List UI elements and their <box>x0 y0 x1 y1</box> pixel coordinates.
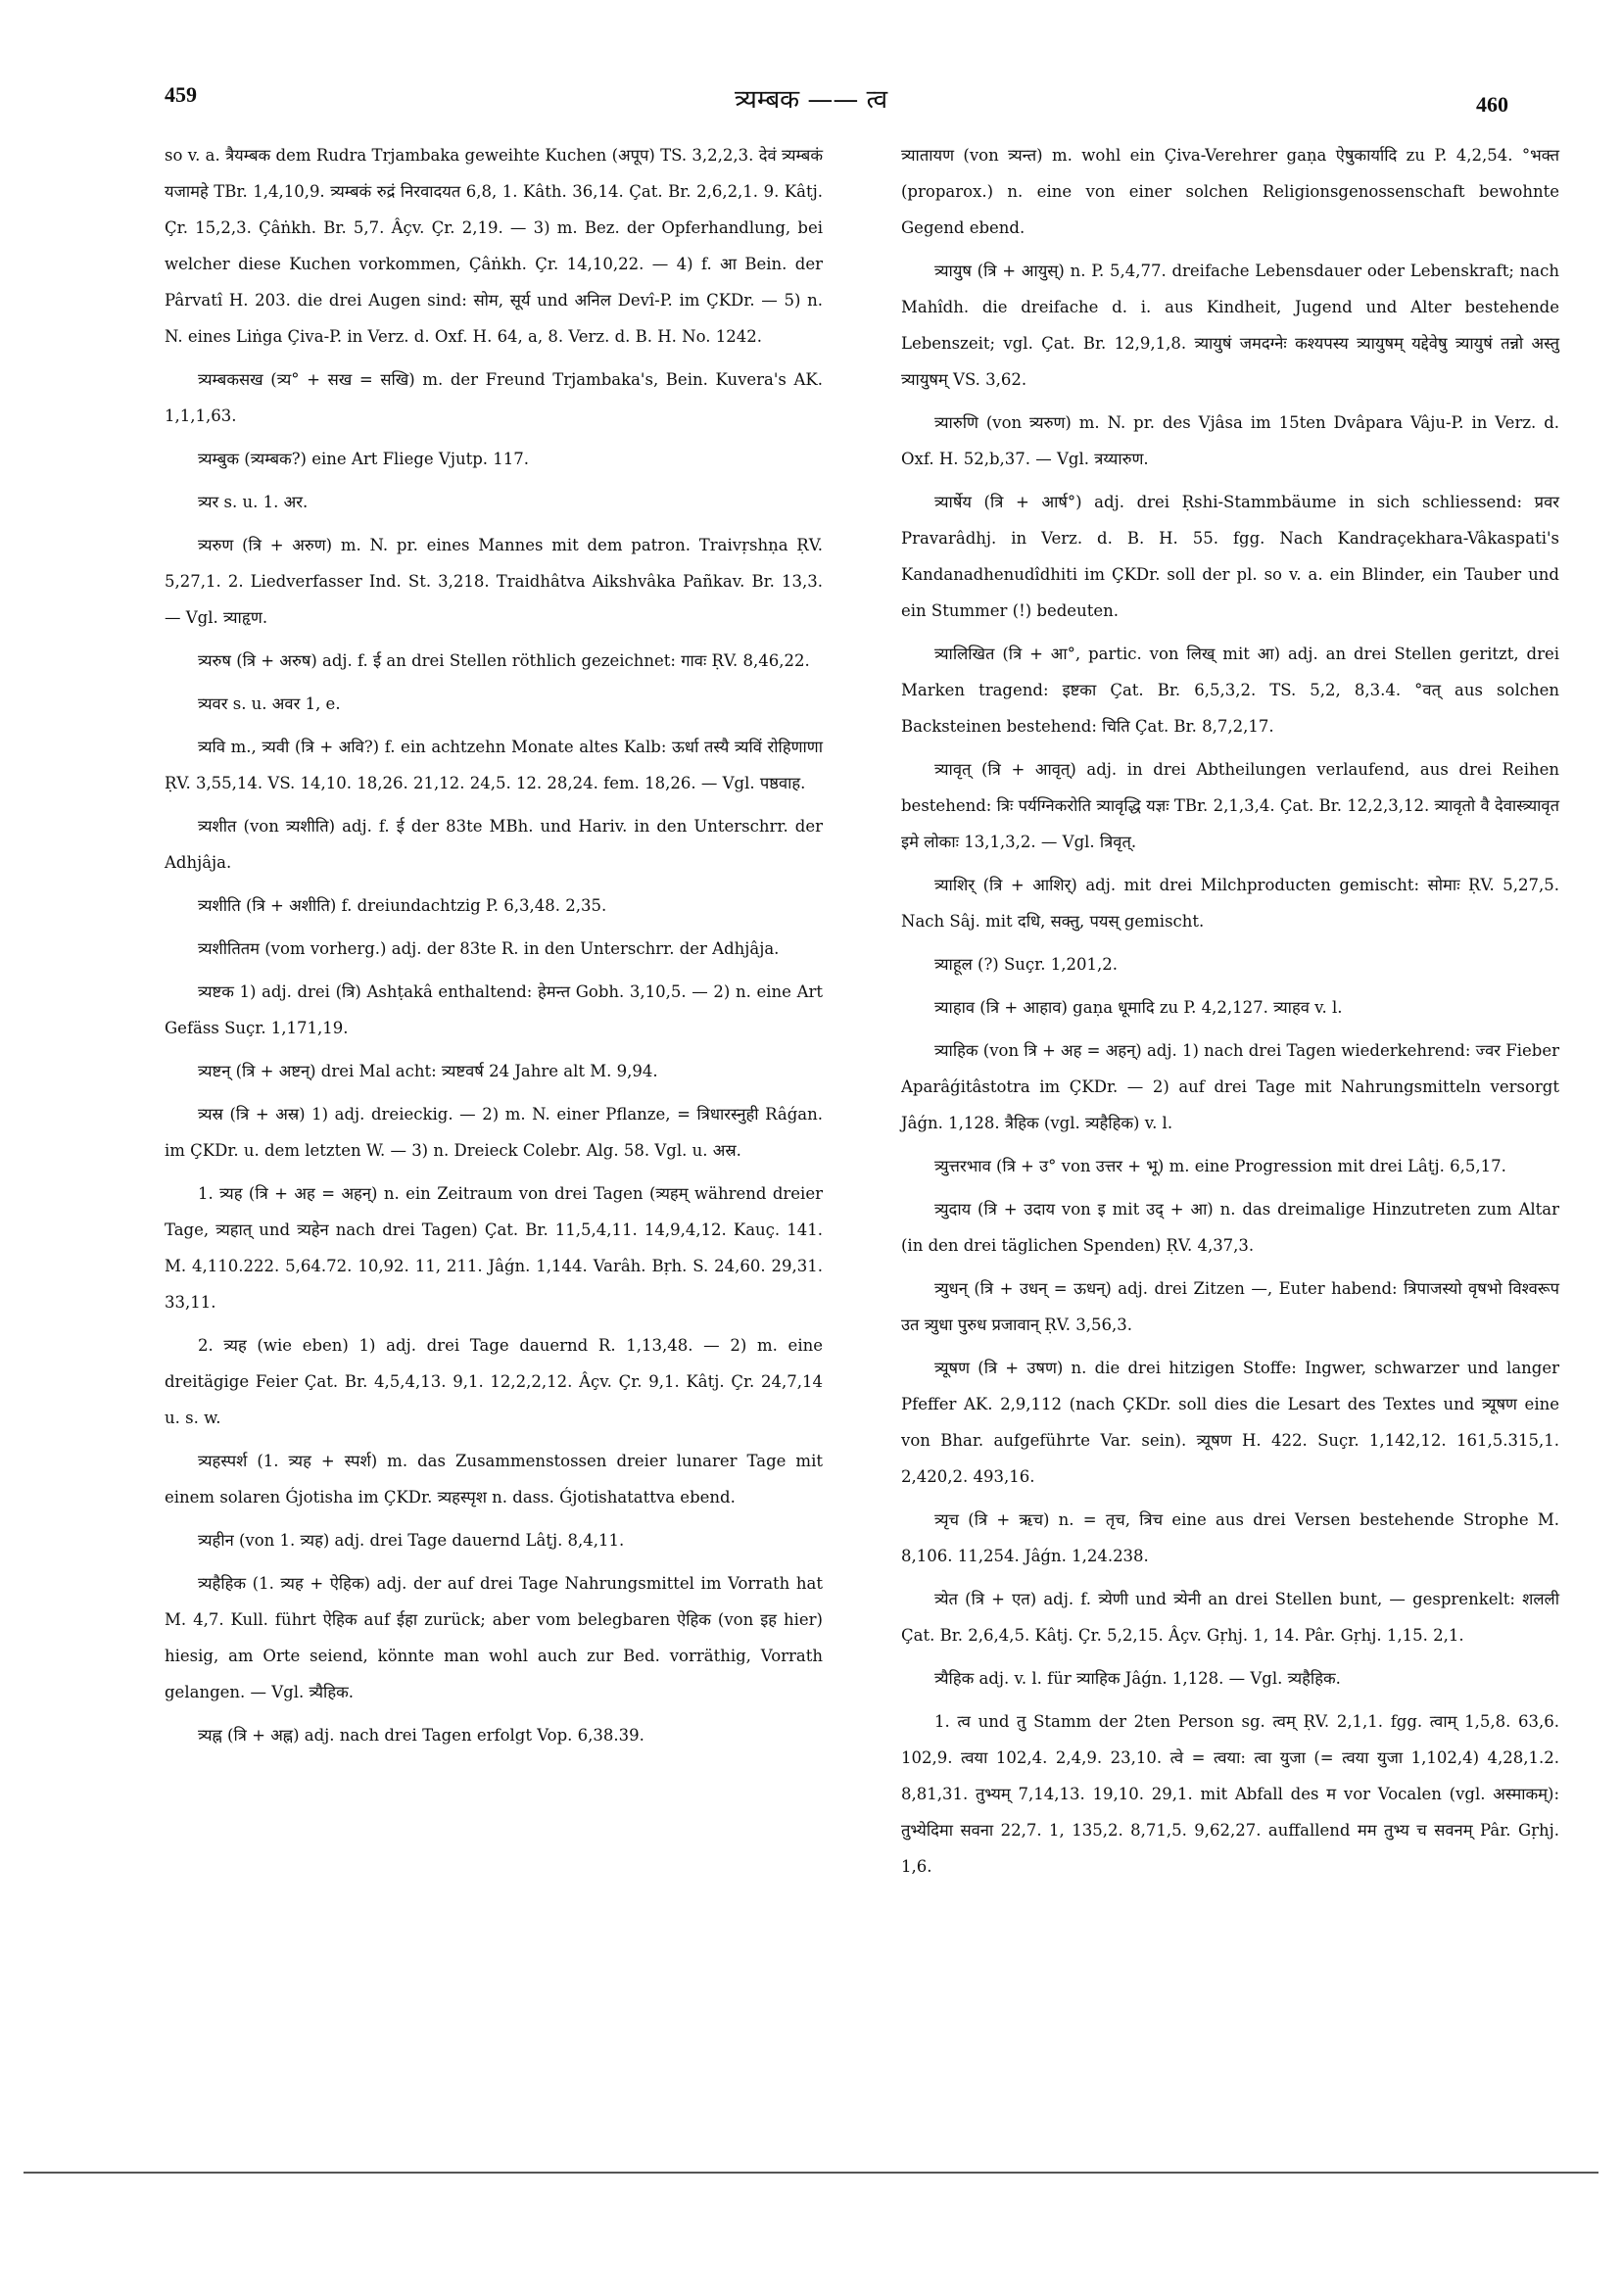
entry-paragraph: 2. त्र्यह (wie eben) 1) adj. drei Tage dauernd R. 1,13,48. — 2) m. eine dreitägige Feier Çat. Br. 4,5,4,13. 9,1. 12,2,2,12. Âçv. Çr. 9,1. Kâtj. Çr. 24,7,14 u. s. w. <box>165 1336 823 1427</box>
entry-paragraph: त्र्यवर s. u. अवर 1, e. <box>198 694 341 713</box>
entry-paragraph: त्र्युदाय (त्रि + उदाय von इ mit उद् + आ) n. das dreimalige Hinzutreten zum Altar (in den drei täglichen Spenden) ṚV. 4,37,3. <box>901 1200 1559 1255</box>
entry-paragraph: त्र्यरुष (त्रि + अरुष) adj. f. ई an drei Stellen röthlich gezeichnet: गावः ṚV. 8,46,22. <box>198 651 810 670</box>
entry-paragraph: त्र्याहूल (?) Suçr. 1,201,2. <box>934 955 1118 974</box>
entry-paragraph: त्र्यशीतितम (vom vorherg.) adj. der 83te R. in den Unterschrr. der Adhjâja. <box>198 939 780 958</box>
entry-paragraph: त्र्यहीन (von 1. त्र्यह) adj. drei Tage dauernd Lâṭj. 8,4,11. <box>198 1531 625 1550</box>
entry-paragraph: त्र्यर s. u. 1. अर. <box>198 493 309 511</box>
entry-paragraph: त्र्यैहिक adj. v. l. für त्र्याहिक Jâǵn. 1,128. — Vgl. त्र्यहैहिक. <box>934 1669 1341 1688</box>
entry-paragraph: त्र्युधन् (त्रि + उधन् = ऊधन्) adj. drei Zitzen —, Euter habend: त्रिपाजस्यो वृषभो विश्वरूप उत त्र्युधा पुरुध प्रजावान् ṚV. 3,56,3. <box>901 1279 1559 1334</box>
entry-paragraph: त्र्याशिर् (त्रि + आशिर्) adj. mit drei Milchproducten gemischt: सोमाः ṚV. 5,27,5. Nach Sâj. mit दधि, सक्तु, पयस् gemischt. <box>901 876 1559 931</box>
entry-paragraph: त्र्युत्तरभाव (त्रि + उ° von उत्तर + भू) m. eine Progression mit drei Lâṭj. 6,5,17. <box>934 1157 1506 1175</box>
entry-paragraph: त्र्यवि m., त्र्यवी (त्रि + अवि?) f. ein achtzehn Monate altes Kalb: ऊर्धा तस्यै त्र्यविं रोहिणाणा ṚV. 3,55,14. VS. 14,10. 18,26. 21,12. 24,5. 12. 28,24. fem. 18,26. — Vgl. पष्ठवाह. <box>165 738 823 792</box>
entry-paragraph: त्र्याहाव (त्रि + आहाव) gaṇa धूमादि zu P. 4,2,127. त्र्याहव v. l. <box>934 998 1343 1017</box>
entry-paragraph: त्र्यम्बकसख (त्र्य° + सख = सखि) m. der Freund Trjambaka's, Bein. Kuvera's AK. 1,1,1,63. <box>165 370 823 425</box>
entry-paragraph: त्र्यावृत् (त्रि + आवृत्) adj. in drei Abtheilungen verlaufend, aus drei Reihen bestehend: त्रिः पर्यग्निकरोति त्र्यावृद्धि यज्ञः TBr. 2,1,3,4. Çat. Br. 12,2,3,12. त्र्यावृतो वै देवास्त्र्यावृत इमे लोकाः 13,1,3,2. — Vgl. त्रिवृत्. <box>901 760 1559 851</box>
entry-paragraph: त्र्यष्टन् (त्रि + अष्टन्) drei Mal acht: त्र्यष्टवर्ष 24 Jahre alt M. 9,94. <box>198 1062 658 1080</box>
page-number-left: 459 <box>165 82 197 107</box>
entry-paragraph: त्र्यहैहिक (1. त्र्यह + ऐहिक) adj. der auf drei Tage Nahrungsmittel im Vorrath hat M. 4,7. Kull. führt ऐहिक auf ईहा zurück; aber vom belegbaren ऐहिक (von इह hier) hiesig, am Orte seiend, könnte man wohl auch zur Bed. vorräthig, Vorrath gelangen. — Vgl. त्र्यैहिक. <box>165 1574 823 1701</box>
entry-paragraph: त्र्यार्षेय (त्रि + आर्ष°) adj. drei Ṛshi-Stammbäume in sich schliessend: प्रवर Pravarâdhj. in Verz. d. B. H. 55. fgg. Nach Kandraçekhara-Vâkaspati's Kandanadhenudîdhiti im ÇKDr. soll der pl. so v. a. ein Blinder, ein Tauber und ein Stummer (!) bedeuten. <box>901 493 1559 620</box>
entry-paragraph: त्र्यायुष (त्रि + आयुस्) n. P. 5,4,77. dreifache Lebensdauer oder Lebenskraft; nach Mahîdh. die dreifache d. i. aus Kindheit, Jugend und Alter bestehende Lebenszeit; vgl. Çat. Br. 12,9,1,8. त्र्यायुषं जमदग्नेः कश्यपस्य त्र्यायुषम् यद्देवेषु त्र्यायुषं तन्नो अस्तु त्र्यायुषम् VS. 3,62. <box>901 262 1559 389</box>
entry-paragraph: 1. त्व und तु Stamm der 2ten Person sg. त्वम् ṚV. 2,1,1. fgg. त्वाम् 1,5,8. 63,6. 102,9. त्वया 102,4. 2,4,9. 23,10. त्वे = त्वया: त्वा युजा (= त्वया युजा 1,102,4) 4,28,1.2. 8,81,31. तुभ्यम् 7,14,13. 19,10. 29,1. mit Abfall des म vor Vocalen (vgl. अस्माकम्): तुभ्येदिमा सवना 22,7. 1, 135,2. 8,71,5. 9,62,27. auffallend मम तुभ्य च सवनम् Pâr. Gṛhj. 1,6. <box>901 1712 1559 1876</box>
page-number-right: 460 <box>1476 92 1508 117</box>
entry-paragraph: त्र्याहिक (von त्रि + अह = अहन्) adj. 1) nach drei Tagen wiederkehrend: ज्वर Fieber Aparâǵitâstotra im ÇKDr. — 2) auf drei Tage mit Nahrungsmitteln versorgt Jâǵn. 1,128. त्रैहिक (vgl. त्र्यहैहिक) v. l. <box>901 1041 1559 1132</box>
running-head: त्र्यम्बक —— त्व <box>734 85 888 115</box>
entry-paragraph: 1. त्र्यह (त्रि + अह = अहन्) n. ein Zeitraum von drei Tagen (त्र्यहम् während dreier Tage, त्र्यहात् und त्र्यहेन nach drei Tagen) Çat. Br. 11,5,4,11. 14,9,4,12. Kauç. 141. M. 4,110.222. 5,64.72. 10,92. 11, 211. Jâǵn. 1,144. Varâh. Bṛh. S. 24,60. 29,31. 33,11. <box>165 1184 823 1312</box>
entry-paragraph: त्र्यूषण (त्रि + उषण) n. die drei hitzigen Stoffe: Ingwer, schwarzer und langer Pfeffer AK. 2,9,112 (nach ÇKDr. soll dies die Lesart des Textes und त्र्यूषण eine von Bhar. aufgeführte Var. sein). त्र्यूषण H. 422. Suçr. 1,142,12. 161,5.315,1. 2,420,2. 493,16. <box>901 1359 1559 1486</box>
right-column <box>901 137 1559 1891</box>
entry-paragraph: त्र्यह्न (त्रि + अह्न) adj. nach drei Tagen erfolgt Vop. 6,38.39. <box>198 1726 644 1745</box>
entry-paragraph: त्र्यशीति (त्रि + अशीति) f. dreiundachtzig P. 6,3,48. 2,35. <box>198 896 607 915</box>
entry-paragraph: त्र्यहस्पर्श (1. त्र्यह + स्पर्श) m. das Zusammenstossen dreier lunarer Tage mit einem solaren Ǵjotisha im ÇKDr. त्र्यहस्पृश n. dass. Ǵjotishatattva ebend. <box>165 1452 823 1507</box>
entry-paragraph: so v. a. त्रैयम्बक dem Rudra Trjambaka geweihte Kuchen (अपूप) TS. 3,2,2,3. देवं त्र्यम्बकं यजामहे TBr. 1,4,10,9. त्र्यम्बकं रुद्रं निरवादयत 6,8, 1. Kâth. 36,14. Çat. Br. 2,6,2,1. 9. Kâtj. Çr. 15,2,3. Çâṅkh. Br. 5,7. Âçv. Çr. 2,19. — 3) m. Bez. der Opferhandlung, bei welcher diese Kuchen vorkommen, Çâṅkh. Çr. 14,10,22. — 4) f. आ Bein. der Pârvatî H. 203. die drei Augen sind: सोम, सूर्य und अनिल Devî-P. im ÇKDr. — 5) n. N. eines Liṅga Çiva-P. in Verz. d. Oxf. H. 64, a, 8. Verz. d. B. H. No. 1242. <box>165 146 823 346</box>
entry-paragraph: त्र्यालिखित (त्रि + आ°, partic. von लिख् mit आ) adj. an drei Stellen geritzt, drei Marken tragend: इष्टका Çat. Br. 6,5,3,2. TS. 5,2, 8,3.4. °वत् aus solchen Backsteinen bestehend: चिति Çat. Br. 8,7,2,17. <box>901 645 1559 736</box>
entry-paragraph: त्र्यम्बुक (त्र्यम्बक?) eine Art Fliege Vjutp. 117. <box>198 450 530 468</box>
entry-paragraph: त्र्यातायण (von त्र्यन्त) m. wohl ein Çiva-Verehrer gaṇa ऐषुकार्यादि zu P. 4,2,54. °भक्त (proparox.) n. eine von einer solchen Religionsgenossenschaft bewohnte Gegend ebend. <box>901 146 1559 237</box>
entry-paragraph: त्र्यष्टक 1) adj. drei (त्रि) Ashṭakâ enthaltend: हेमन्त Gobh. 3,10,5. — 2) n. eine Art Gefäss Suçr. 1,171,19. <box>165 982 823 1037</box>
page-header <box>0 76 1622 125</box>
bottom-rule <box>24 2172 1598 2174</box>
entry-paragraph: त्र्यारुणि (von त्र्यरुण) m. N. pr. des Vjâsa im 15ten Dvâpara Vâju-P. in Verz. d. Oxf. H. 52,b,37. — Vgl. त्रय्यारुण. <box>901 413 1559 468</box>
entry-paragraph: त्र्यस्र (त्रि + अस्र) 1) adj. dreieckig. — 2) m. N. einer Pflanze, = त्रिधारस्नुही Râǵan. im ÇKDr. u. dem letzten W. — 3) n. Dreieck Colebr. Alg. 58. Vgl. u. अस्र. <box>165 1105 823 1160</box>
entry-paragraph: त्र्यशीत (von त्र्यशीति) adj. f. ई der 83te MBh. und Hariv. in den Unterschrr. der Adhjâja. <box>165 817 823 872</box>
left-column <box>165 137 823 1760</box>
entry-paragraph: त्र्यृच (त्रि + ऋच) n. = तृच, त्रिच eine aus drei Versen bestehende Strophe M. 8,106. 11,254. Jâǵn. 1,24.238. <box>901 1510 1559 1565</box>
entry-paragraph: त्र्यरुण (त्रि + अरुण) m. N. pr. eines Mannes mit dem patron. Traivṛshṇa ṚV. 5,27,1. 2. Liedverfasser Ind. St. 3,218. Traidhâtva Aikshvâka Pañkav. Br. 13,3. — Vgl. त्र्याहृण. <box>165 536 823 627</box>
entry-paragraph: त्र्येत (त्रि + एत) adj. f. त्र्येणी und त्र्येनी an drei Stellen bunt, — gesprenkelt: शलली Çat. Br. 2,6,4,5. Kâtj. Çr. 5,2,15. Âçv. Gṛhj. 1, 14. Pâr. Gṛhj. 1,15. 2,1. <box>901 1590 1559 1645</box>
